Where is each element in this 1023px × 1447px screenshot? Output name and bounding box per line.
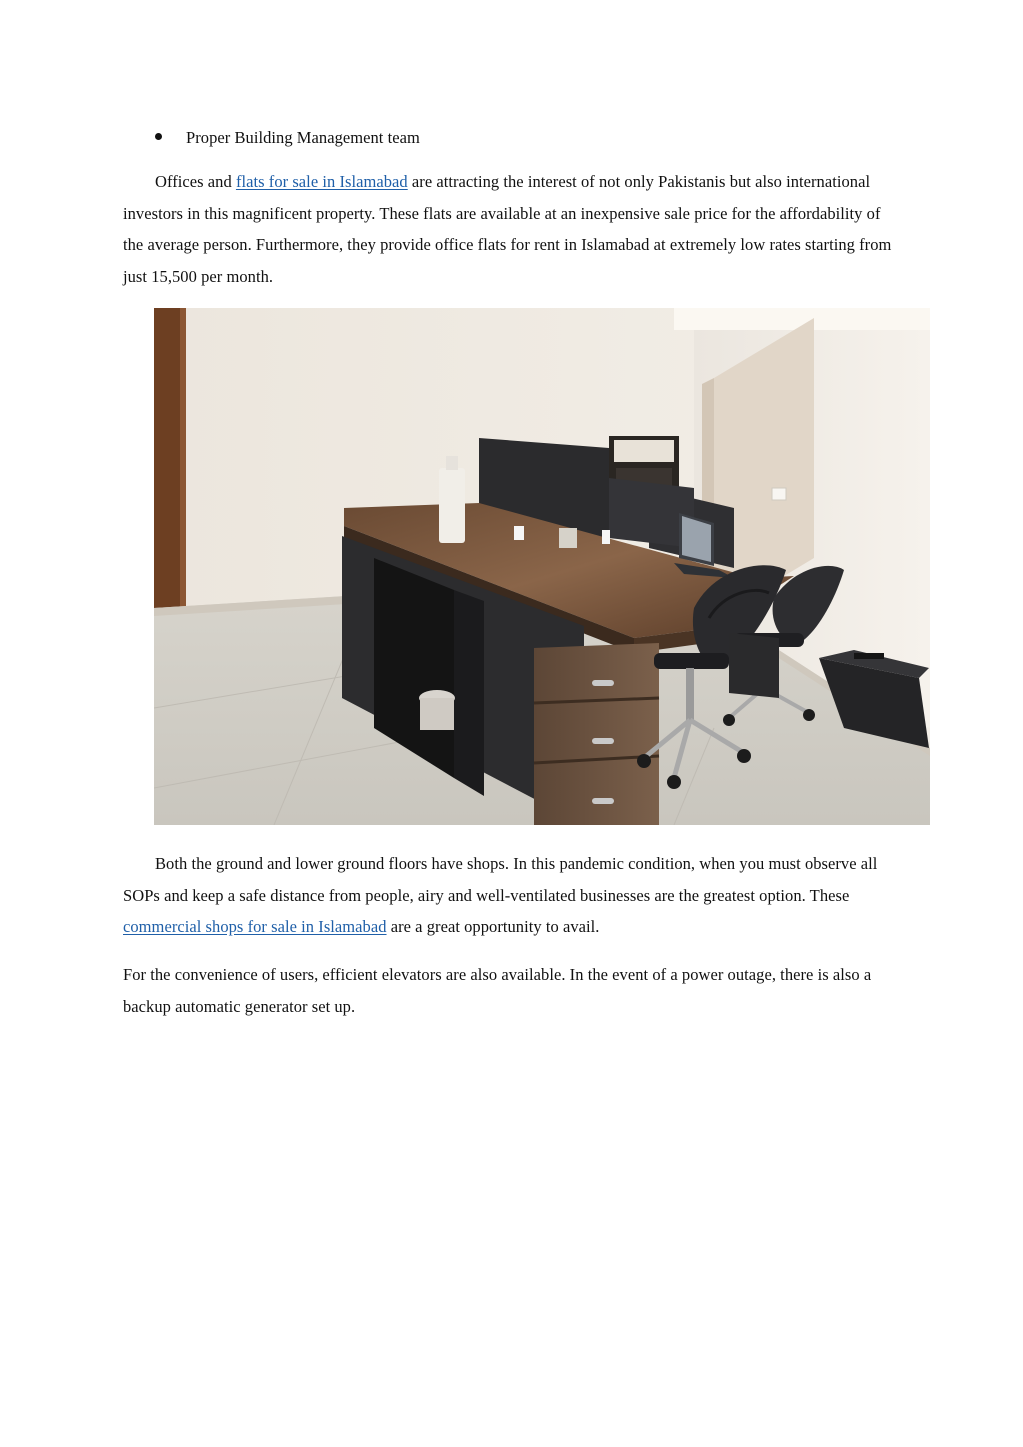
paragraph-elevators: For the convenience of users, efficient elevators are also available. In the event of a power outage, there is also a backup automatic generator set up. [123, 965, 872, 1016]
paragraph-shops-outro: are a great opportunity to avail. [386, 917, 600, 936]
bullet-dot-icon [155, 133, 162, 140]
paragraph-flats-intro: Offices and [155, 172, 236, 191]
paragraph-shops [123, 848, 903, 943]
commercial-shops-link[interactable]: commercial shops for sale in Islamabad [123, 917, 387, 936]
bullet-text: Proper Building Management team [186, 128, 420, 147]
bullet-list-item [155, 122, 915, 152]
office-photo [154, 308, 930, 825]
paragraph-flats [123, 166, 903, 292]
paragraph-flats-body: are attracting the interest of not only Pakistanis but also international investors in this magnificent property. These flats are available at an inexpensive sale price for the affordability of the average person. Furthermore, they provide office flats for rent in Islamabad at extremely low rates starting from just 15,500 per month. [123, 172, 892, 286]
paragraph-shops-intro: Both the ground and lower ground floors have shops. In this pandemic condition, when you must observe all SOPs and keep a safe distance from people, airy and well-ventilated businesses are the greatest option. These [123, 854, 878, 905]
flats-for-sale-link[interactable]: flats for sale in Islamabad [235, 172, 408, 191]
